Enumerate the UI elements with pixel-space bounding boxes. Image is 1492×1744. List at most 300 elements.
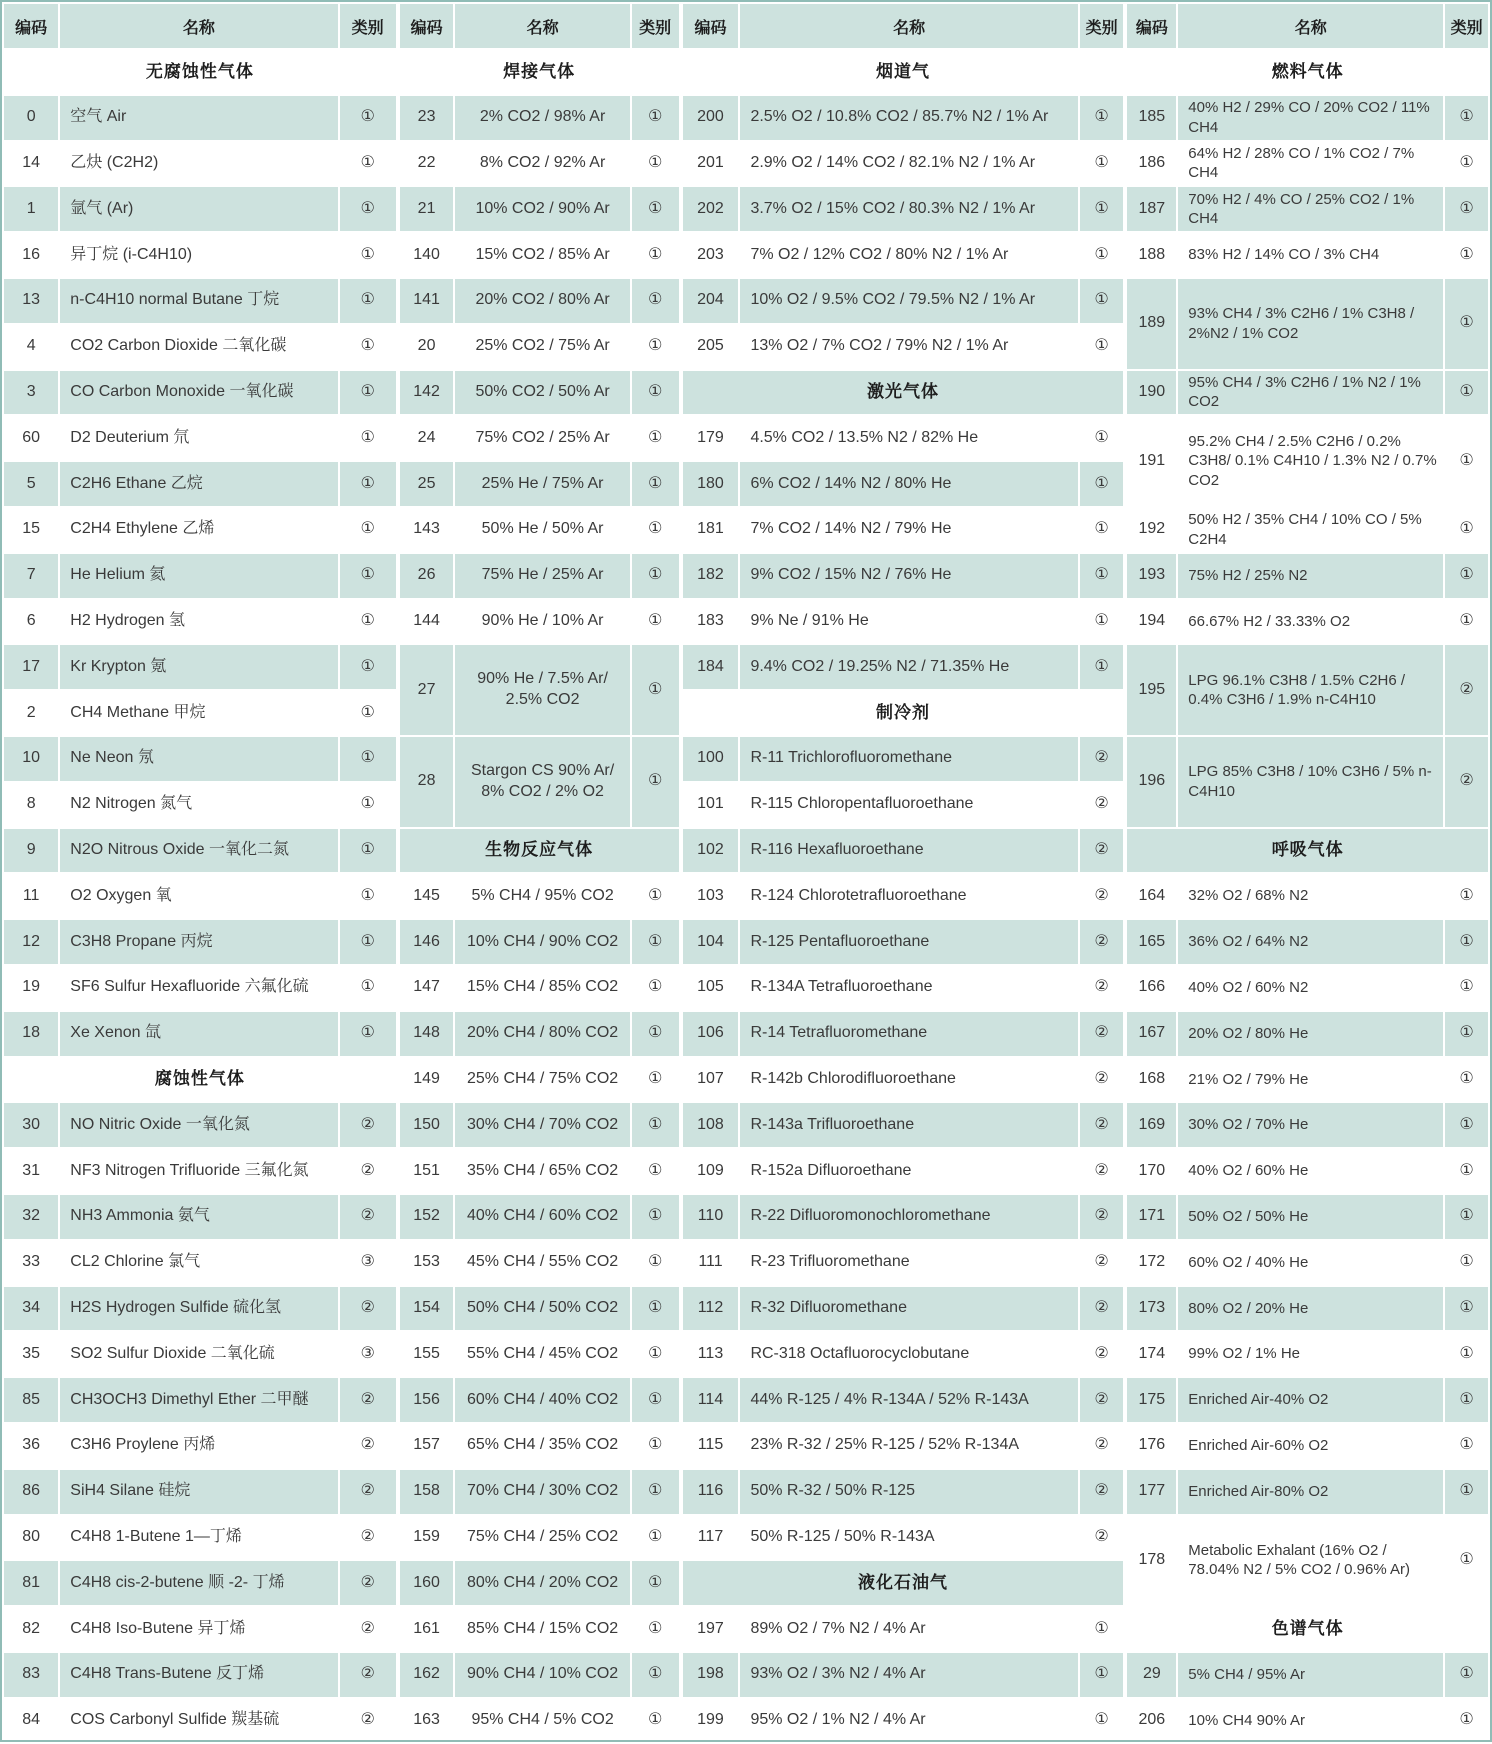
gas-row	[683, 645, 1124, 689]
gas-name: 9.4% CO2 / 19.25% N2 / 71.35% He	[740, 645, 1077, 689]
gas-code: 35	[22, 1344, 41, 1362]
gas-code: 8	[26, 795, 36, 813]
gas-name: Enriched Air-60% O2	[1188, 1437, 1329, 1455]
gas-name: 60% CH4 / 40% CO2	[455, 1378, 629, 1422]
gas-name: 50% H2 / 35% CH4 / 10% CO / 5% C2H4	[1188, 511, 1422, 548]
gas-code: 20	[417, 337, 436, 355]
gas-name: C4H8 1-Butene 1—丁烯	[70, 1528, 242, 1545]
gas-category-badge: ②	[1080, 1195, 1124, 1239]
gas-category-badge: ①	[632, 920, 679, 964]
section-title: 焊接气体	[503, 61, 576, 81]
gas-name: C3H8 Propane 丙烷	[60, 920, 337, 964]
gas-category-badge: ①	[647, 520, 663, 538]
gas-category-badge: ①	[632, 1012, 679, 1056]
gas-row	[683, 1607, 1124, 1651]
gas-row	[683, 1058, 1124, 1102]
gas-category-badge: ①	[1445, 1103, 1488, 1147]
gas-name: 35% CH4 / 65% CO2	[466, 1161, 619, 1179]
gas-code: 206	[1138, 1711, 1166, 1729]
gas-row	[683, 1287, 1124, 1331]
gas-name: 4.5% CO2 / 13.5% N2 / 82% He	[750, 428, 979, 446]
gas-name: 60% O2 / 40% He	[1188, 1253, 1309, 1271]
gas-row	[1127, 1516, 1488, 1560]
gas-category-badge: ②	[1080, 920, 1124, 964]
gas-name: 75% CH4 / 25% CO2	[466, 1528, 619, 1545]
gas-name: 20% CO2 / 80% Ar	[455, 279, 629, 323]
gas-row	[683, 508, 1124, 552]
gas-row	[1127, 1332, 1488, 1376]
gas-row	[1127, 874, 1488, 918]
gas-name: C2H4 Ethylene 乙烯	[70, 520, 215, 538]
gas-category-badge: ①	[1459, 1070, 1474, 1088]
gas-code: 205	[697, 337, 724, 355]
gas-name: 15% CO2 / 85% Ar	[475, 245, 610, 263]
gas-category-badge: ②	[1080, 1012, 1124, 1056]
gas-row	[400, 325, 679, 369]
gas-category-badge: ②	[360, 1436, 375, 1454]
gas-table-group-2	[398, 2, 681, 1744]
gas-code: 12	[4, 920, 58, 964]
gas-code: 102	[683, 829, 739, 873]
gas-row	[4, 691, 396, 735]
gas-row	[1127, 737, 1488, 781]
gas-name: 13% O2 / 7% CO2 / 79% N2 / 1% Ar	[750, 337, 1009, 355]
gas-category-badge: ②	[1094, 1344, 1109, 1362]
gas-category-badge: ②	[360, 1528, 375, 1545]
gas-row	[683, 1012, 1124, 1056]
gas-name: 66.67% H2 / 33.33% O2	[1188, 612, 1351, 630]
gas-code: 159	[413, 1528, 440, 1545]
gas-table-group-4	[1125, 2, 1490, 1744]
gas-category-badge: ①	[647, 1436, 663, 1454]
gas-row	[683, 1195, 1124, 1239]
gas-category-badge: ②	[1094, 795, 1109, 813]
gas-name: 25% CO2 / 75% Ar	[475, 337, 610, 355]
gas-row	[4, 966, 396, 1010]
gas-code: 186	[1138, 154, 1166, 172]
gas-category-badge: ②	[1080, 1287, 1124, 1331]
gas-name: CO Carbon Monoxide 一氧化碳	[60, 371, 337, 415]
gas-code: 15	[22, 520, 41, 538]
gas-code: 195	[1127, 645, 1176, 735]
gas-code: 33	[22, 1253, 41, 1271]
gas-name: 2.5% O2 / 10.8% CO2 / 85.7% N2 / 1% Ar	[740, 96, 1077, 140]
gas-code: 196	[1127, 737, 1176, 827]
gas-category-badge: ①	[632, 1378, 679, 1422]
gas-row	[4, 233, 396, 277]
gas-name: 空气 Air	[60, 96, 337, 140]
gas-row	[400, 1012, 679, 1056]
gas-code: 112	[683, 1287, 739, 1331]
gas-name: n-C4H10 normal Butane 丁烷	[60, 279, 337, 323]
gas-row	[1127, 1653, 1488, 1697]
gas-category-badge: ①	[1445, 920, 1488, 964]
gas-code: 1	[4, 187, 58, 231]
gas-code: 86	[4, 1470, 58, 1514]
section-row	[683, 371, 1124, 415]
gas-category-badge: ①	[340, 737, 396, 781]
gas-name: 2% CO2 / 98% Ar	[455, 96, 629, 140]
header-row	[1127, 4, 1488, 48]
gas-row	[683, 737, 1124, 781]
gas-category-badge: ①	[1459, 1344, 1474, 1362]
gas-code: 7	[4, 554, 58, 598]
gas-name: COS Carbonyl Sulfide 羰基硫	[70, 1711, 280, 1729]
gas-name: 10% CH4 / 90% CO2	[455, 920, 629, 964]
gas-row	[400, 1241, 679, 1285]
gas-row	[400, 233, 679, 277]
gas-row	[683, 1149, 1124, 1193]
gas-row	[4, 1195, 396, 1239]
section-row	[4, 50, 396, 94]
gas-row	[1127, 920, 1488, 964]
gas-name: 90% He / 10% Ar	[481, 612, 604, 630]
gas-row	[4, 1012, 396, 1056]
gas-code: 108	[683, 1103, 739, 1147]
gas-name: 异丁烷 (i-C4H10)	[70, 245, 193, 263]
gas-name: C4H8 cis-2-butene 顺 -2- 丁烯	[60, 1561, 337, 1605]
gas-code: 202	[683, 187, 739, 231]
gas-code: 116	[683, 1470, 739, 1514]
gas-category-badge: ①	[340, 920, 396, 964]
gas-name: 95.2% CH4 / 2.5% C2H6 / 0.2% C3H8/ 0.1% C4H10 / 1.3% N2 / 0.7% CO2	[1188, 432, 1437, 489]
gas-row	[400, 1470, 679, 1514]
gas-category-badge: ①	[1459, 520, 1474, 538]
section-row	[683, 691, 1124, 735]
gas-category-badge: ①	[340, 371, 396, 415]
gas-code: 14	[22, 154, 41, 172]
gas-category-badge: ①	[647, 154, 663, 172]
gas-row	[4, 1241, 396, 1285]
gas-row	[683, 1699, 1124, 1743]
gas-code: 82	[22, 1619, 41, 1637]
gas-code: 6	[26, 612, 36, 630]
gas-category-badge: ①	[1094, 154, 1109, 172]
gas-code: 157	[413, 1436, 440, 1454]
gas-category-badge: ①	[340, 554, 396, 598]
gas-name: 50% R-32 / 50% R-125	[740, 1470, 1077, 1514]
gas-code: 204	[683, 279, 739, 323]
gas-name: 36% O2 / 64% N2	[1178, 920, 1443, 964]
gas-row	[4, 416, 396, 460]
gas-category-badge: ②	[340, 1103, 396, 1147]
gas-category-badge: ①	[632, 1103, 679, 1147]
gas-code: 80	[22, 1528, 41, 1545]
gas-category-badge: ①	[1080, 1653, 1124, 1697]
gas-row	[1127, 96, 1488, 140]
gas-code: 182	[683, 554, 739, 598]
gas-name: LPG 85% C3H8 / 10% C3H6 / 5% n-C4H10	[1178, 737, 1443, 827]
gas-row	[4, 645, 396, 689]
gas-code: 5	[4, 462, 58, 506]
gas-row	[4, 600, 396, 644]
gas-category-badge: ①	[1080, 645, 1124, 689]
gas-category-badge: ①	[340, 829, 396, 873]
gas-code: 190	[1127, 371, 1176, 415]
gas-code: 188	[1138, 245, 1166, 263]
gas-code: 152	[400, 1195, 454, 1239]
gas-code: 187	[1127, 187, 1176, 231]
gas-category-badge: ①	[632, 1287, 679, 1331]
gas-category-badge: ①	[1459, 886, 1474, 904]
gas-name: 10% O2 / 9.5% CO2 / 79.5% N2 / 1% Ar	[740, 279, 1077, 323]
gas-category-badge: ②	[1094, 1528, 1109, 1545]
gas-code: 28	[400, 737, 454, 827]
gas-name: 95% O2 / 1% N2 / 4% Ar	[750, 1711, 926, 1729]
column-header-category: 类别	[1080, 4, 1124, 48]
gas-row	[683, 233, 1124, 277]
gas-category-badge: ②	[1080, 737, 1124, 781]
gas-row	[400, 645, 679, 689]
gas-category-badge: ①	[1445, 1012, 1488, 1056]
gas-code: 140	[413, 245, 440, 263]
gas-code: 170	[1138, 1161, 1166, 1179]
gas-code: 27	[400, 645, 454, 735]
gas-code: 171	[1127, 1195, 1176, 1239]
gas-code: 164	[1138, 886, 1166, 904]
section-title: 腐蚀性气体	[154, 1069, 245, 1089]
gas-row	[683, 1241, 1124, 1285]
gas-row	[400, 1287, 679, 1331]
gas-name: R-134A Tetrafluoroethane	[750, 978, 933, 996]
gas-category-badge: ①	[1459, 245, 1474, 263]
gas-name: 89% O2 / 7% N2 / 4% Ar	[750, 1619, 926, 1637]
gas-code: 21	[400, 187, 454, 231]
gas-name: SiH4 Silane 硅烷	[60, 1470, 337, 1514]
gas-code: 84	[22, 1711, 41, 1729]
section-row	[400, 829, 679, 873]
gas-category-badge: ①	[360, 337, 375, 355]
gas-name: 10% CO2 / 90% Ar	[455, 187, 629, 231]
gas-name: C4H8 Trans-Butene 反丁烯	[60, 1653, 337, 1697]
gas-code: 83	[4, 1653, 58, 1697]
gas-row	[683, 1653, 1124, 1697]
gas-row	[1127, 1287, 1488, 1331]
gas-category-badge: ①	[1445, 1470, 1488, 1514]
gas-category-badge: ①	[360, 886, 375, 904]
gas-code: 26	[400, 554, 454, 598]
gas-row	[1127, 1424, 1488, 1468]
gas-category-badge: ①	[632, 371, 679, 415]
gas-code: 201	[697, 154, 724, 172]
gas-code: 110	[683, 1195, 739, 1239]
gas-category-badge: ①	[1094, 337, 1109, 355]
gas-row	[1127, 279, 1488, 323]
gas-category-badge: ①	[647, 1528, 663, 1545]
gas-name: 65% CH4 / 35% CO2	[466, 1436, 619, 1454]
gas-category-badge: ②	[1094, 1070, 1109, 1088]
gas-category-badge: ②	[1080, 829, 1124, 873]
gas-name: 40% O2 / 60% He	[1188, 1162, 1309, 1180]
column-header-category: 类别	[340, 4, 396, 48]
gas-name: 80% CH4 / 20% CO2	[455, 1561, 629, 1605]
gas-category-badge: ①	[1080, 279, 1124, 323]
gas-code: 16	[22, 245, 41, 263]
gas-code: 81	[4, 1561, 58, 1605]
gas-row	[683, 1378, 1124, 1422]
gas-code: 197	[697, 1619, 724, 1637]
gas-row	[4, 371, 396, 415]
gas-name: Metabolic Exhalant (16% O2 / 78.04% N2 / 5% CO2 / 0.96% Ar)	[1188, 1541, 1411, 1579]
gas-category-badge: ①	[1459, 154, 1474, 172]
gas-category-badge: ①	[340, 462, 396, 506]
gas-code: 141	[400, 279, 454, 323]
gas-row	[1127, 600, 1488, 644]
gas-row	[400, 600, 679, 644]
gas-name: NO Nitric Oxide 一氧化氮	[60, 1103, 337, 1147]
gas-category-badge: ①	[1094, 1619, 1109, 1637]
gas-code: 34	[4, 1287, 58, 1331]
gas-category-badge: ②	[340, 1653, 396, 1697]
gas-row	[4, 1332, 396, 1376]
gas-code: 162	[400, 1653, 454, 1697]
gas-code: 113	[697, 1344, 724, 1362]
gas-code: 172	[1138, 1253, 1166, 1271]
gas-code: 179	[697, 428, 724, 446]
gas-category-badge: ①	[1459, 1161, 1474, 1179]
gas-code: 153	[413, 1253, 440, 1271]
gas-code: 169	[1127, 1103, 1176, 1147]
gas-row	[683, 920, 1124, 964]
header-row	[683, 4, 1124, 48]
gas-code: 10	[4, 737, 58, 781]
gas-name: 乙炔 (C2H2)	[70, 154, 159, 172]
gas-code: 101	[697, 795, 724, 813]
gas-name: Stargon CS 90% Ar/ 8% CO2 / 2% O2	[455, 737, 629, 827]
gas-category-badge: ①	[647, 337, 663, 355]
gas-row	[1127, 966, 1488, 1010]
gas-code: 106	[683, 1012, 739, 1056]
gas-name: 32% O2 / 68% N2	[1188, 887, 1309, 905]
gas-code: 109	[697, 1161, 724, 1179]
gas-table-group-1	[2, 2, 398, 1744]
gas-code: 146	[400, 920, 454, 964]
gas-name: 50% R-125 / 50% R-143A	[750, 1528, 935, 1545]
gas-code: 183	[697, 612, 724, 630]
gas-name: 5% CH4 / 95% Ar	[1178, 1653, 1443, 1697]
gas-row	[1127, 508, 1488, 552]
gas-name: 3.7% O2 / 15% CO2 / 80.3% N2 / 1% Ar	[740, 187, 1077, 231]
gas-name: CO2 Carbon Dioxide 二氧化碳	[70, 337, 287, 355]
gas-name: 9% Ne / 91% He	[750, 612, 869, 630]
gas-code: 175	[1127, 1378, 1176, 1422]
gas-category-badge: ①	[360, 154, 375, 172]
gas-name: CH3OCH3 Dimethyl Ether 二甲醚	[60, 1378, 337, 1422]
gas-code: 103	[697, 886, 724, 904]
gas-category-badge: ①	[1445, 554, 1488, 598]
gas-code: 166	[1138, 978, 1166, 996]
section-row	[4, 1058, 396, 1102]
section-title: 呼吸气体	[1127, 829, 1488, 873]
gas-row	[4, 829, 396, 873]
gas-name: 15% CH4 / 85% CO2	[466, 978, 619, 996]
gas-name: 10% CH4 90% Ar	[1188, 1711, 1305, 1729]
gas-category-badge: ①	[632, 96, 679, 140]
gas-name: R-11 Trichlorofluoromethane	[740, 737, 1077, 781]
gas-row	[4, 1149, 396, 1193]
gas-code: 143	[413, 520, 440, 538]
gas-name: 50% He / 50% Ar	[481, 520, 604, 538]
gas-category-badge: ①	[1459, 978, 1474, 996]
gas-name: 45% CH4 / 55% CO2	[466, 1253, 619, 1271]
gas-name: Kr Krypton 氪	[60, 645, 337, 689]
gas-row	[4, 1607, 396, 1651]
gas-name: 30% CH4 / 70% CO2	[455, 1103, 629, 1147]
gas-category-badge: ①	[360, 428, 375, 446]
gas-row	[683, 554, 1124, 598]
gas-row	[1127, 1241, 1488, 1285]
gas-category-badge: ②	[360, 1161, 375, 1179]
column-header-name: 名称	[1178, 4, 1443, 48]
gas-code: 194	[1138, 612, 1166, 630]
gas-row	[400, 1195, 679, 1239]
gas-category-badge: ③	[360, 1253, 375, 1271]
gas-name: 25% He / 75% Ar	[455, 462, 629, 506]
gas-code: 22	[417, 154, 436, 172]
gas-category-badge: ①	[1094, 245, 1109, 263]
gas-category-badge: ①	[360, 520, 375, 538]
gas-name: O2 Oxygen 氧	[70, 886, 172, 904]
gas-row	[4, 1424, 396, 1468]
gas-category-badge: ①	[1445, 1378, 1488, 1422]
gas-category-badge: ②	[360, 1619, 375, 1637]
gas-row	[4, 1287, 396, 1331]
section-title: 制冷剂	[875, 703, 930, 722]
header-row	[4, 4, 396, 48]
gas-row	[1127, 1195, 1488, 1239]
column-header-name: 名称	[740, 4, 1077, 48]
gas-category-badge: ①	[1459, 612, 1474, 630]
gas-category-badge: ①	[1445, 279, 1488, 369]
gas-code: 155	[413, 1344, 440, 1362]
gas-code: 150	[400, 1103, 454, 1147]
gas-name: N2 Nitrogen 氮气	[70, 795, 193, 813]
gas-code: 117	[697, 1528, 724, 1545]
gas-code: 85	[4, 1378, 58, 1422]
gas-code: 18	[4, 1012, 58, 1056]
gas-code: 104	[683, 920, 739, 964]
gas-name: CL2 Chlorine 氯气	[70, 1253, 201, 1271]
gas-code: 181	[697, 520, 724, 538]
gas-row	[4, 462, 396, 506]
gas-code: 60	[22, 428, 41, 446]
gas-category-badge: ②	[1094, 1436, 1109, 1454]
column-header-category: 类别	[1445, 4, 1488, 48]
gas-name: R-14 Tetrafluoromethane	[740, 1012, 1077, 1056]
gas-row	[4, 554, 396, 598]
gas-row	[400, 462, 679, 506]
gas-category-badge: ②	[1080, 1103, 1124, 1147]
gas-category-badge: ②	[340, 1195, 396, 1239]
gas-category-badge: ②	[1080, 1470, 1124, 1514]
gas-name: C4H8 Iso-Butene 异丁烯	[70, 1619, 246, 1637]
gas-name: 75% He / 25% Ar	[455, 554, 629, 598]
gas-name: 55% CH4 / 45% CO2	[466, 1344, 619, 1362]
gas-category-badge: ①	[632, 279, 679, 323]
gas-row	[683, 1424, 1124, 1468]
gas-name: 44% R-125 / 4% R-134A / 52% R-143A	[740, 1378, 1077, 1422]
section-title: 燃料气体	[1271, 61, 1344, 81]
gas-code: 32	[4, 1195, 58, 1239]
gas-code: 178	[1138, 1550, 1166, 1568]
gas-category-badge: ①	[647, 612, 663, 630]
gas-code: 198	[683, 1653, 739, 1697]
gas-category-badge: ①	[340, 1012, 396, 1056]
gas-code: 19	[22, 978, 41, 996]
gas-code: 174	[1138, 1344, 1166, 1362]
gas-name: 21% O2 / 79% He	[1188, 1070, 1309, 1088]
gas-code: 2	[26, 703, 36, 721]
